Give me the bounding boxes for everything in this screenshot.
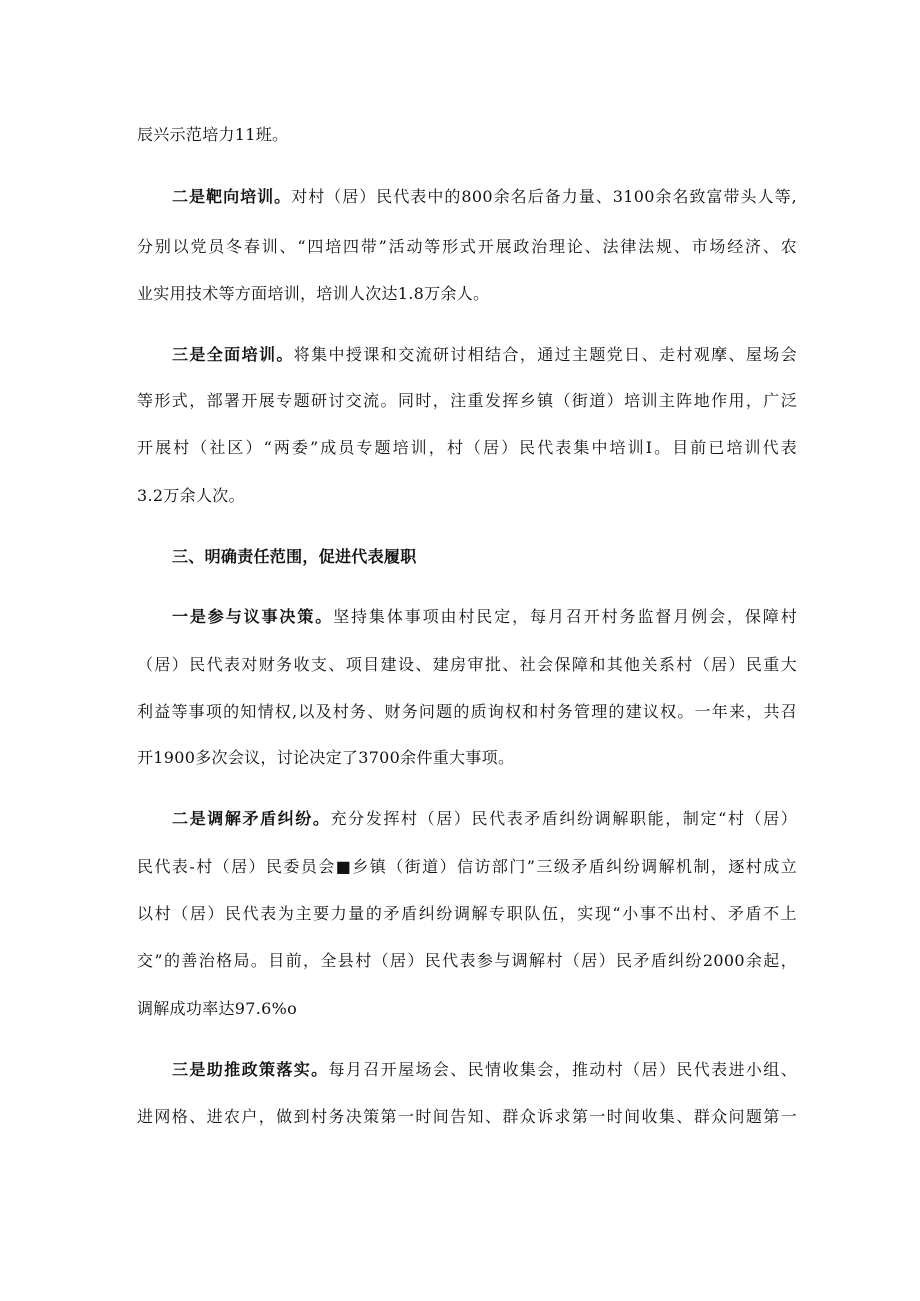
paragraph-heading: 三是助推政策落实。	[172, 1060, 329, 1079]
paragraph-full-training-line-1	[172, 344, 797, 366]
line-text: 每月召开屋场会、民情收集会，推动村（居）民代表进小组、	[328, 1060, 797, 1079]
paragraph-targeted-training-line-1	[172, 186, 797, 208]
paragraph-mediation-line-4	[137, 950, 797, 972]
line-text: 调解成功率达97.6%o	[137, 999, 298, 1018]
line-text: 辰兴示范培力11班。	[137, 125, 289, 144]
line-text: 充分发挥村（居）民代表矛盾纠纷调解职能，制定“村（居）	[330, 809, 798, 828]
paragraph-decision-line-3	[137, 701, 797, 723]
line-text: 开展村（社区）“两委”成员专题培训，村（居）民代表集中培训I。目前已培训代表	[137, 438, 797, 457]
line-text: 业实用技术等方面培训，培训人次达1.8万余人。	[137, 284, 490, 303]
paragraph-mediation-line-2	[137, 856, 797, 878]
paragraph-full-training-line-4	[137, 485, 797, 507]
paragraph-mediation-line-3	[137, 903, 797, 925]
paragraph-heading: 三是全面培训。	[172, 345, 294, 364]
line-text: 以村（居）民代表为主要力量的矛盾纠纷调解专职队伍，实现“小事不出村、矛盾不上	[137, 904, 797, 923]
line-text: 分别以党员冬春训、“四培四带”活动等形式开展政治理论、法律法规、市场经济、农	[137, 237, 797, 256]
line-text: 坚持集体事项由村民定，每月召开村务监督月例会，保障村	[333, 607, 797, 626]
paragraph-decision-line-4	[137, 747, 797, 769]
paragraph-decision-line-2	[137, 654, 797, 676]
line-text: 将集中授课和交流研讨相结合，通过主题党日、走村观摩、屋场会	[293, 345, 798, 364]
line-text: （居）民代表对财务收支、项目建设、建房审批、社会保障和其他关系村（居）民重大	[137, 655, 797, 674]
section-heading	[172, 546, 797, 568]
line-text: 利益等事项的知情权,以及村务、财务问题的质询权和村务管理的建议权。一年来，共召	[137, 702, 797, 721]
paragraph-targeted-training-line-3	[137, 283, 797, 305]
paragraph-heading: 二是调解矛盾纠纷。	[172, 809, 331, 828]
paragraph-policy-line-1	[172, 1059, 797, 1081]
paragraph-line-1	[137, 124, 797, 146]
paragraph-decision-line-1	[172, 606, 797, 628]
paragraph-heading: 一是参与议事决策。	[172, 607, 334, 626]
paragraph-full-training-line-3	[137, 437, 797, 459]
line-text: 3.2万余人次。	[137, 486, 245, 505]
paragraph-mediation-line-1	[172, 808, 797, 830]
line-text: 进网格、进农户，做到村务决策第一时间告知、群众诉求第一时间收集、群众问题第一	[137, 1107, 797, 1126]
line-text: 交”的善治格局。目前，全县村（居）民代表参与调解村（居）民矛盾纠纷2000余起，	[137, 951, 797, 970]
paragraph-mediation-line-5	[137, 998, 797, 1020]
paragraph-policy-line-2	[137, 1106, 797, 1128]
line-text: 对村（居）民代表中的800余名后备力量、3100余名致富带头人等,	[291, 187, 797, 206]
paragraph-targeted-training-line-2	[137, 236, 797, 258]
line-text: 民代表-村（居）民委员会■乡镇（街道）信访部门”三级矛盾纠纷调解机制，逐村成立	[137, 857, 797, 876]
paragraph-full-training-line-2	[137, 390, 797, 412]
paragraph-heading: 二是靶向培训。	[172, 187, 292, 206]
section-title: 三、明确责任范围，促进代表履职	[172, 547, 417, 566]
line-text: 等形式，部署开展专题研讨交流。同时，注重发挥乡镇（街道）培训主阵地作用，广泛	[137, 391, 797, 410]
line-text: 开1900多次会议，讨论决定了3700余件重大事项。	[137, 748, 515, 767]
